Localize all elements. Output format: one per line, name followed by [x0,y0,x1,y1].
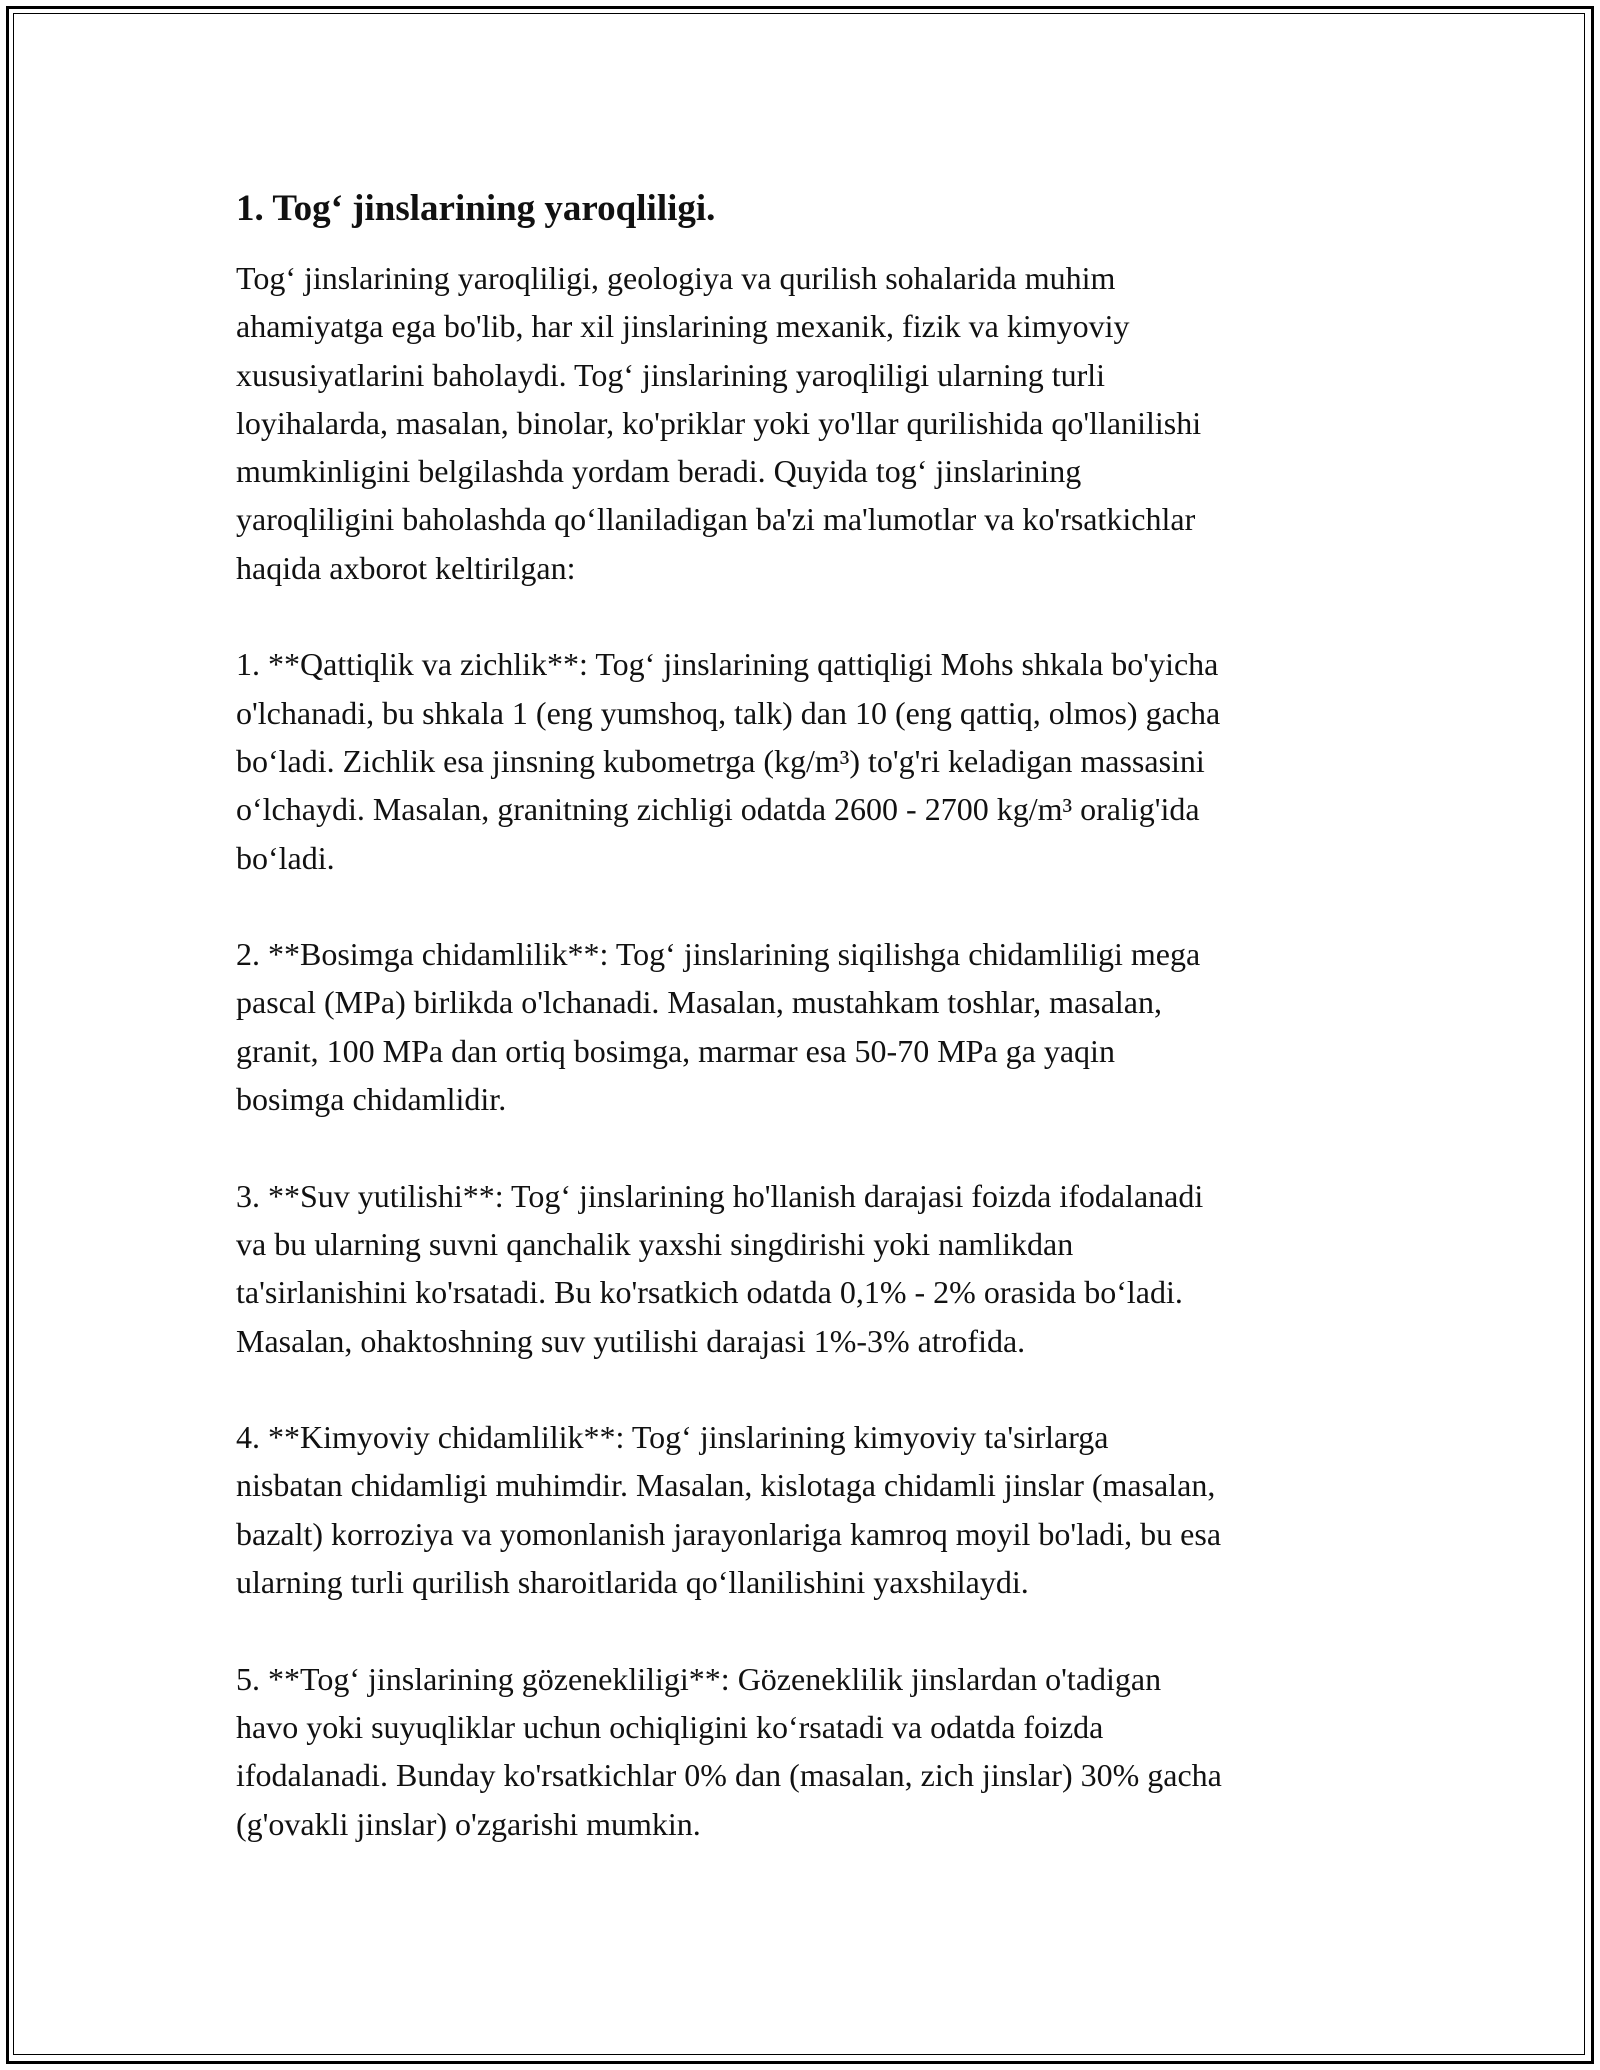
paragraph-spacer [236,882,1386,930]
list-item-chemical-resistance: 4. **Kimyoviy chidamlilik**: Tog‘ jinslarining kimyoviy ta'sirlarga nisbatan chidamligi muhimdir. Masalan, kislotaga chidamli jinslar (masalan, bazalt) korroziya va yomonlanish jarayonlariga kamroq moyil bo'ladi, bu esa ularning turli qurilish sharoitlarida qo‘llanilishini yaxshilaydi. [236,1419,1222,1601]
paragraph-spacer [236,1606,1386,1654]
list-item-compressive-strength: 2. **Bosimga chidamlilik**: Tog‘ jinslarining siqilishga chidamliligi mega pascal (MPa) birlikda o'lchanadi. Masalan, mustahkam toshlar, masalan, granit, 100 MPa dan ortiq bosimga, marmar esa 50-70 MPa ga yaqin bosimga chidamlidir. [236,936,1201,1118]
list-item-hardness-density: 1. **Qattiqlik va zichlik**: Tog‘ jinslarining qattiqligi Mohs shkala bo'yicha o'lchanadi, bu shkala 1 (eng yumshoq, talk) dan 10 (eng qattiq, olmos) gacha bo‘ladi. Zichlik esa jinsning kubometrga (kg/m³) to'g'ri keladigan massasini o‘lchaydi. Masalan, granitning zichligi odatda 2600 - 2700 kg/m³ oralig'ida bo‘ladi. [236,646,1221,876]
intro-paragraph: Tog‘ jinslarining yaroqliligi, geologiya va qurilish sohalarida muhim ahamiyatga ega bo'lib, har xil jinslarining mexanik, fizik va kimyoviy xususiyatlarini baholaydi. Tog‘ jinslarining yaroqliligi ularning turli loyihalarda, masalan, binolar, ko'priklar yoki yo'llar qurilishida qo'llanilishi mumkinligini belgilashda yordam beradi. Quyida tog‘ jinslarining yaroqliligini baholashda qo‘llaniladigan ba'zi ma'lumotlar va ko'rsatkichlar haqida axborot keltirilgan: [236,260,1202,586]
list-item-water-absorption: 3. **Suv yutilishi**: Tog‘ jinslarining ho'llanish darajasi foizda ifodalanadi va bu ularning suvni qanchalik yaxshi singdirishi yoki namlikdan ta'sirlanishini ko'rsatadi. Bu ko'rsatkich odatda 0,1% - 2% orasida bo‘ladi. Masalan, ohaktoshning suv yutilishi darajasi 1%-3% atrofida. [236,1177,1204,1359]
document-body [236,186,1386,1848]
section-heading: 1. Tog‘ jinslarining yaroqliligi. [236,188,716,229]
paragraph-spacer [236,1365,1386,1413]
paragraph-spacer [236,592,1386,640]
list-item-porosity: 5. **Tog‘ jinslarining gözenekliligi**: Gözeneklilik jinslardan o'tadigan havo yoki suyuqliklar uchun ochiqligini ko‘rsatadi va odatda foizda ifodalanadi. Bunday ko'rsatkichlar 0% dan (masalan, zich jinslar) 30% gacha (g'ovakli jinslar) o'zgarishi mumkin. [236,1660,1222,1842]
paragraph-spacer [236,1123,1386,1171]
